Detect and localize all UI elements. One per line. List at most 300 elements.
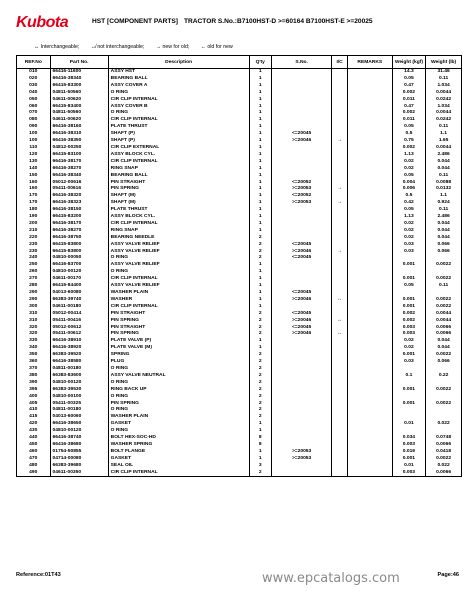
table-row [17,414,462,421]
table-row [17,421,462,428]
remarks-cell [347,442,392,449]
qty-cell: 2 [249,470,271,477]
serial-cell [271,207,331,214]
part-no-cell: 04811-50560 [50,90,108,97]
weight-kgf-cell: 0.01 [392,463,426,470]
part-no-cell: 66416-38920 [50,345,108,352]
weight-kgf-cell: 0.011 [392,97,426,104]
remarks-cell [347,304,392,311]
ref-cell: 150 [17,173,51,180]
remarks-cell [347,407,392,414]
weight-kgf-cell: 0.002 [392,318,426,325]
part-no-cell: 04013-60080 [50,290,108,297]
qty-cell: 1 [249,159,271,166]
ic-cell [332,159,348,166]
ref-cell: 290 [17,290,51,297]
ic-cell [332,456,348,463]
serial-cell [271,214,331,221]
column-header: REF.No [17,56,51,69]
serial-cell: <=20045 [271,242,331,249]
serial-cell [271,304,331,311]
table-row [17,338,462,345]
ref-cell: 405 [17,401,51,408]
ref-cell: 380 [17,373,51,380]
weight-lb-cell: 0.11 [426,283,462,290]
weight-kgf-cell [392,255,426,262]
ic-cell [332,110,348,117]
remarks-cell [347,325,392,332]
ref-cell: 060 [17,104,51,111]
qty-cell: 2 [249,318,271,325]
remarks-cell [347,435,392,442]
weight-kgf-cell: 1.13 [392,214,426,221]
remarks-cell [347,97,392,104]
ic-cell [332,235,348,242]
weight-lb-cell: 0.044 [426,221,462,228]
ref-cell: 030 [17,83,51,90]
description-cell: PIN STRAIGHT [108,180,249,187]
weight-lb-cell: 0.0066 [426,331,462,338]
weight-lb-cell: 0.924 [426,200,462,207]
part-no-cell: 66415-83800 [50,249,108,256]
remarks-cell [347,401,392,408]
weight-kgf-cell: 0.001 [392,304,426,311]
description-cell: BEARING NEEDLE [108,235,249,242]
part-no-cell: 04811-00180 [50,407,108,414]
weight-lb-cell: 0.044 [426,338,462,345]
part-no-cell: 66416-38270 [50,166,108,173]
qty-cell: 2 [249,331,271,338]
ic-cell [332,131,348,138]
table-row [17,373,462,380]
weight-lb-cell: 0.066 [426,359,462,366]
ref-cell: 320 [17,325,51,332]
part-no-cell: 66416-38340 [50,173,108,180]
remarks-cell [347,366,392,373]
table-row [17,186,462,193]
ref-cell: 460 [17,449,51,456]
ref-cell: 270 [17,276,51,283]
description-cell: O RING [108,394,249,401]
qty-cell: 2 [249,414,271,421]
table-row [17,366,462,373]
weight-kgf-cell: 0.05 [392,173,426,180]
qty-cell: 1 [249,269,271,276]
remarks-cell [347,470,392,477]
qty-cell: 1 [249,117,271,124]
description-cell: ASSY COVER B [108,104,249,111]
weight-kgf-cell: 0.05 [392,124,426,131]
serial-cell [271,124,331,131]
part-no-cell: 66416-11600 [50,69,108,76]
table-row [17,463,462,470]
weight-kgf-cell: 0.001 [392,387,426,394]
table-row [17,235,462,242]
weight-kgf-cell: 0.47 [392,104,426,111]
part-no-cell: 04611-00620 [50,117,108,124]
serial-cell: >=20053 [271,456,331,463]
serial-cell [271,166,331,173]
serial-cell [271,435,331,442]
weight-kgf-cell: 0.02 [392,345,426,352]
part-no-cell: 66416-38580 [50,359,108,366]
page-header [16,14,462,36]
serial-cell [271,421,331,428]
ref-cell: 410 [17,407,51,414]
ic-cell: → [332,138,348,145]
weight-kgf-cell: 0.5 [392,193,426,200]
table-row [17,255,462,262]
serial-cell [271,104,331,111]
legend-new-for-old: → new for old; [155,44,190,50]
table-row [17,207,462,214]
table-row [17,269,462,276]
description-cell: O RING [108,255,249,262]
description-cell: WASHER SPRING [108,442,249,449]
part-no-cell: 66416-38740 [50,435,108,442]
weight-kgf-cell: 0.03 [392,359,426,366]
qty-cell: 2 [249,325,271,332]
qty-cell: 1 [249,186,271,193]
ic-cell [332,407,348,414]
qty-cell: 1 [249,297,271,304]
ref-cell: 250 [17,262,51,269]
table-row [17,180,462,187]
ref-cell: 430 [17,428,51,435]
description-cell: PLATE VALVE (M) [108,345,249,352]
weight-kgf-cell: 0.001 [392,401,426,408]
serial-cell [271,373,331,380]
qty-cell: 1 [249,110,271,117]
table-row [17,173,462,180]
table-row [17,456,462,463]
ic-cell [332,325,348,332]
qty-cell: 1 [249,214,271,221]
description-cell: WASHER PLAIN [108,290,249,297]
description-cell: WASHER [108,297,249,304]
weight-lb-cell: 0.0242 [426,117,462,124]
description-cell: PIN SPRING [108,401,249,408]
weight-lb-cell: 0.11 [426,124,462,131]
description-cell: ASSY VALVE NEUTRAL [108,373,249,380]
ic-cell [332,283,348,290]
serial-cell [271,387,331,394]
part-no-cell: 66383-39520 [50,352,108,359]
description-cell: ASSY VALVE RELIEF [108,283,249,290]
description-cell: BEARING BALL [108,76,249,83]
ic-cell: → [332,186,348,193]
weight-lb-cell: 0.044 [426,235,462,242]
weight-kgf-cell: 0.002 [392,110,426,117]
table-row [17,193,462,200]
ic-cell [332,435,348,442]
column-header: Description [108,56,249,69]
part-no-cell: 04810-00050 [50,255,108,262]
weight-lb-cell: 0.0022 [426,456,462,463]
legend-old-for-new: ← old for new [200,44,233,50]
weight-kgf-cell: 0.02 [392,235,426,242]
ic-cell [332,145,348,152]
remarks-cell [347,318,392,325]
remarks-cell [347,117,392,124]
ref-cell: 415 [17,414,51,421]
description-cell: RING SNAP [108,166,249,173]
ic-cell [332,242,348,249]
ic-cell [332,359,348,366]
description-cell: CIR CLIP INTERNAL [108,97,249,104]
weight-lb-cell: 0.022 [426,463,462,470]
ref-cell: 330 [17,338,51,345]
part-no-cell: 66416-38170 [50,159,108,166]
qty-cell: 1 [249,221,271,228]
ref-cell: 290 [17,297,51,304]
remarks-cell [347,387,392,394]
description-cell: O RING [108,366,249,373]
serial-cell [271,221,331,228]
description-cell: PLUG [108,359,249,366]
weight-lb-cell: 0.0044 [426,145,462,152]
qty-cell: 1 [249,131,271,138]
table-row [17,110,462,117]
table-row [17,304,462,311]
serial-cell [271,262,331,269]
table-row [17,352,462,359]
remarks-cell [347,159,392,166]
part-no-cell: 05012-00612 [50,325,108,332]
ref-cell: 100 [17,131,51,138]
weight-lb-cell: 0.0044 [426,311,462,318]
ic-cell [332,255,348,262]
description-cell: CIR CLIP INTERNAL [108,159,249,166]
weight-lb-cell: 31.46 [426,69,462,76]
weight-lb-cell: 0.0132 [426,186,462,193]
qty-cell: 8 [249,435,271,442]
ic-cell [332,228,348,235]
remarks-cell [347,331,392,338]
ref-cell: 180 [17,207,51,214]
serial-cell: >=20053 [271,449,331,456]
ref-cell: 490 [17,470,51,477]
qty-cell: 1 [249,262,271,269]
ref-cell: 395 [17,387,51,394]
weight-lb-cell: 1.034 [426,83,462,90]
ic-cell [332,387,348,394]
weight-lb-cell: 1.1 [426,193,462,200]
weight-kgf-cell: 0.001 [392,297,426,304]
qty-cell: 2 [249,380,271,387]
table-row [17,124,462,131]
description-cell: SPRING [108,352,249,359]
serial-cell [271,359,331,366]
remarks-cell [347,207,392,214]
ref-cell: 170 [17,200,51,207]
weight-kgf-cell: 1.13 [392,152,426,159]
table-row [17,380,462,387]
ref-cell: 080 [17,117,51,124]
ref-cell: 480 [17,463,51,470]
serial-cell [271,283,331,290]
description-cell: ASSY BLOCK CYL. [108,214,249,221]
weight-lb-cell: 0.0022 [426,297,462,304]
weight-kgf-cell: 0.001 [392,276,426,283]
serial-cell [271,97,331,104]
ic-cell [332,470,348,477]
table-row [17,262,462,269]
part-no-cell: 04811-00180 [50,366,108,373]
weight-kgf-cell: 0.02 [392,338,426,345]
weight-kgf-cell: 0.02 [392,159,426,166]
serial-cell [271,117,331,124]
weight-kgf-cell: 0.05 [392,283,426,290]
description-cell: PLATE VALVE (P) [108,338,249,345]
part-no-cell: 66383-39680 [50,463,108,470]
ref-cell: 340 [17,345,51,352]
remarks-cell [347,214,392,221]
brand-logo: Kubota [16,14,69,31]
qty-cell: 2 [249,394,271,401]
weight-lb-cell: 0.0044 [426,110,462,117]
part-no-cell: 66415-83800 [50,242,108,249]
weight-kgf-cell [392,394,426,401]
table-row [17,131,462,138]
ref-cell: 140 [17,166,51,173]
weight-kgf-cell: 0.002 [392,311,426,318]
serial-cell [271,90,331,97]
qty-cell: 2 [249,366,271,373]
weight-kgf-cell: 0.05 [392,76,426,83]
table-row [17,249,462,256]
qty-cell: 1 [249,290,271,297]
qty-cell: 1 [249,428,271,435]
ref-cell: 370 [17,366,51,373]
weight-lb-cell [426,366,462,373]
serial-range: TRACTOR S.No.:B7100HST-D >=60164 B7100HST-E >=20025 [183,18,373,25]
qty-cell: 2 [249,373,271,380]
ref-cell: 350 [17,352,51,359]
weight-lb-cell: 0.0748 [426,435,462,442]
weight-lb-cell [426,394,462,401]
remarks-cell [347,421,392,428]
serial-cell [271,414,331,421]
ic-cell [332,117,348,124]
remarks-cell [347,262,392,269]
qty-cell: 2 [249,359,271,366]
weight-kgf-cell: 0.03 [392,249,426,256]
weight-kgf-cell: 0.019 [392,449,426,456]
weight-kgf-cell [392,380,426,387]
remarks-cell [347,352,392,359]
part-no-cell: 04810-00120 [50,380,108,387]
description-cell: O RING [108,380,249,387]
remarks-cell [347,456,392,463]
weight-lb-cell: 0.11 [426,173,462,180]
description-cell: CIR CLIP INTERNAL [108,304,249,311]
legend-interchangeable: ↔ Interchangeable; [34,44,80,50]
qty-cell: 1 [249,152,271,159]
ic-cell [332,449,348,456]
weight-lb-cell: 0.0088 [426,180,462,187]
description-cell: PIN SPRING [108,318,249,325]
weight-lb-cell: 0.0242 [426,97,462,104]
table-body [17,69,462,477]
weight-kgf-cell: 14.3 [392,69,426,76]
remarks-cell [347,380,392,387]
remarks-cell [347,242,392,249]
serial-cell [271,380,331,387]
remarks-cell [347,180,392,187]
ref-cell: 420 [17,421,51,428]
remarks-cell [347,69,392,76]
watermark-url: www.epcatalogs.com [262,571,400,586]
remarks-cell [347,90,392,97]
weight-kgf-cell: 0.003 [392,442,426,449]
serial-cell [271,145,331,152]
ic-cell [332,463,348,470]
part-no-cell: 05012-00616 [50,180,108,187]
ref-cell: 470 [17,456,51,463]
table-row [17,359,462,366]
weight-lb-cell: 0.0066 [426,325,462,332]
table-row [17,200,462,207]
ref-cell: 130 [17,159,51,166]
weight-lb-cell: 0.11 [426,76,462,83]
ic-cell [332,173,348,180]
description-cell: SEAL OIL [108,463,249,470]
serial-cell: >=20046 [271,249,331,256]
description-cell: ASSY HST [108,69,249,76]
part-no-cell: 66416-38323 [50,200,108,207]
column-header: I/C [332,56,348,69]
qty-cell: 1 [249,166,271,173]
table-row [17,387,462,394]
part-no-cell: 04811-50560 [50,110,108,117]
description-cell: GASKET [108,456,249,463]
serial-cell [271,352,331,359]
remarks-cell [347,76,392,83]
part-no-cell: 04611-00350 [50,470,108,477]
description-cell: O RING [108,110,249,117]
qty-cell: 2 [249,401,271,408]
part-no-cell: 66416-38270 [50,228,108,235]
ic-cell [332,97,348,104]
table-row [17,221,462,228]
weight-lb-cell: 0.044 [426,228,462,235]
part-no-cell: 66416-38680 [50,442,108,449]
ic-cell [332,152,348,159]
weight-kgf-cell [392,428,426,435]
qty-cell: 8 [249,442,271,449]
remarks-cell [347,173,392,180]
ref-cell: 050 [17,97,51,104]
ic-cell [332,180,348,187]
weight-kgf-cell: 0.02 [392,228,426,235]
qty-cell: 1 [249,207,271,214]
table-row [17,276,462,283]
weight-lb-cell: 1.1 [426,131,462,138]
serial-cell: <=20052 [271,193,331,200]
serial-cell [271,76,331,83]
remarks-cell [347,297,392,304]
description-cell: O RING [108,407,249,414]
ic-cell [332,193,348,200]
ref-cell: 450 [17,442,51,449]
description-cell: WASHER PLAIN [108,414,249,421]
description-cell: O RING [108,90,249,97]
ref-cell: 310 [17,311,51,318]
serial-cell: >=20046 [271,318,331,325]
page-title [92,18,373,25]
ref-cell: 160 [17,186,51,193]
